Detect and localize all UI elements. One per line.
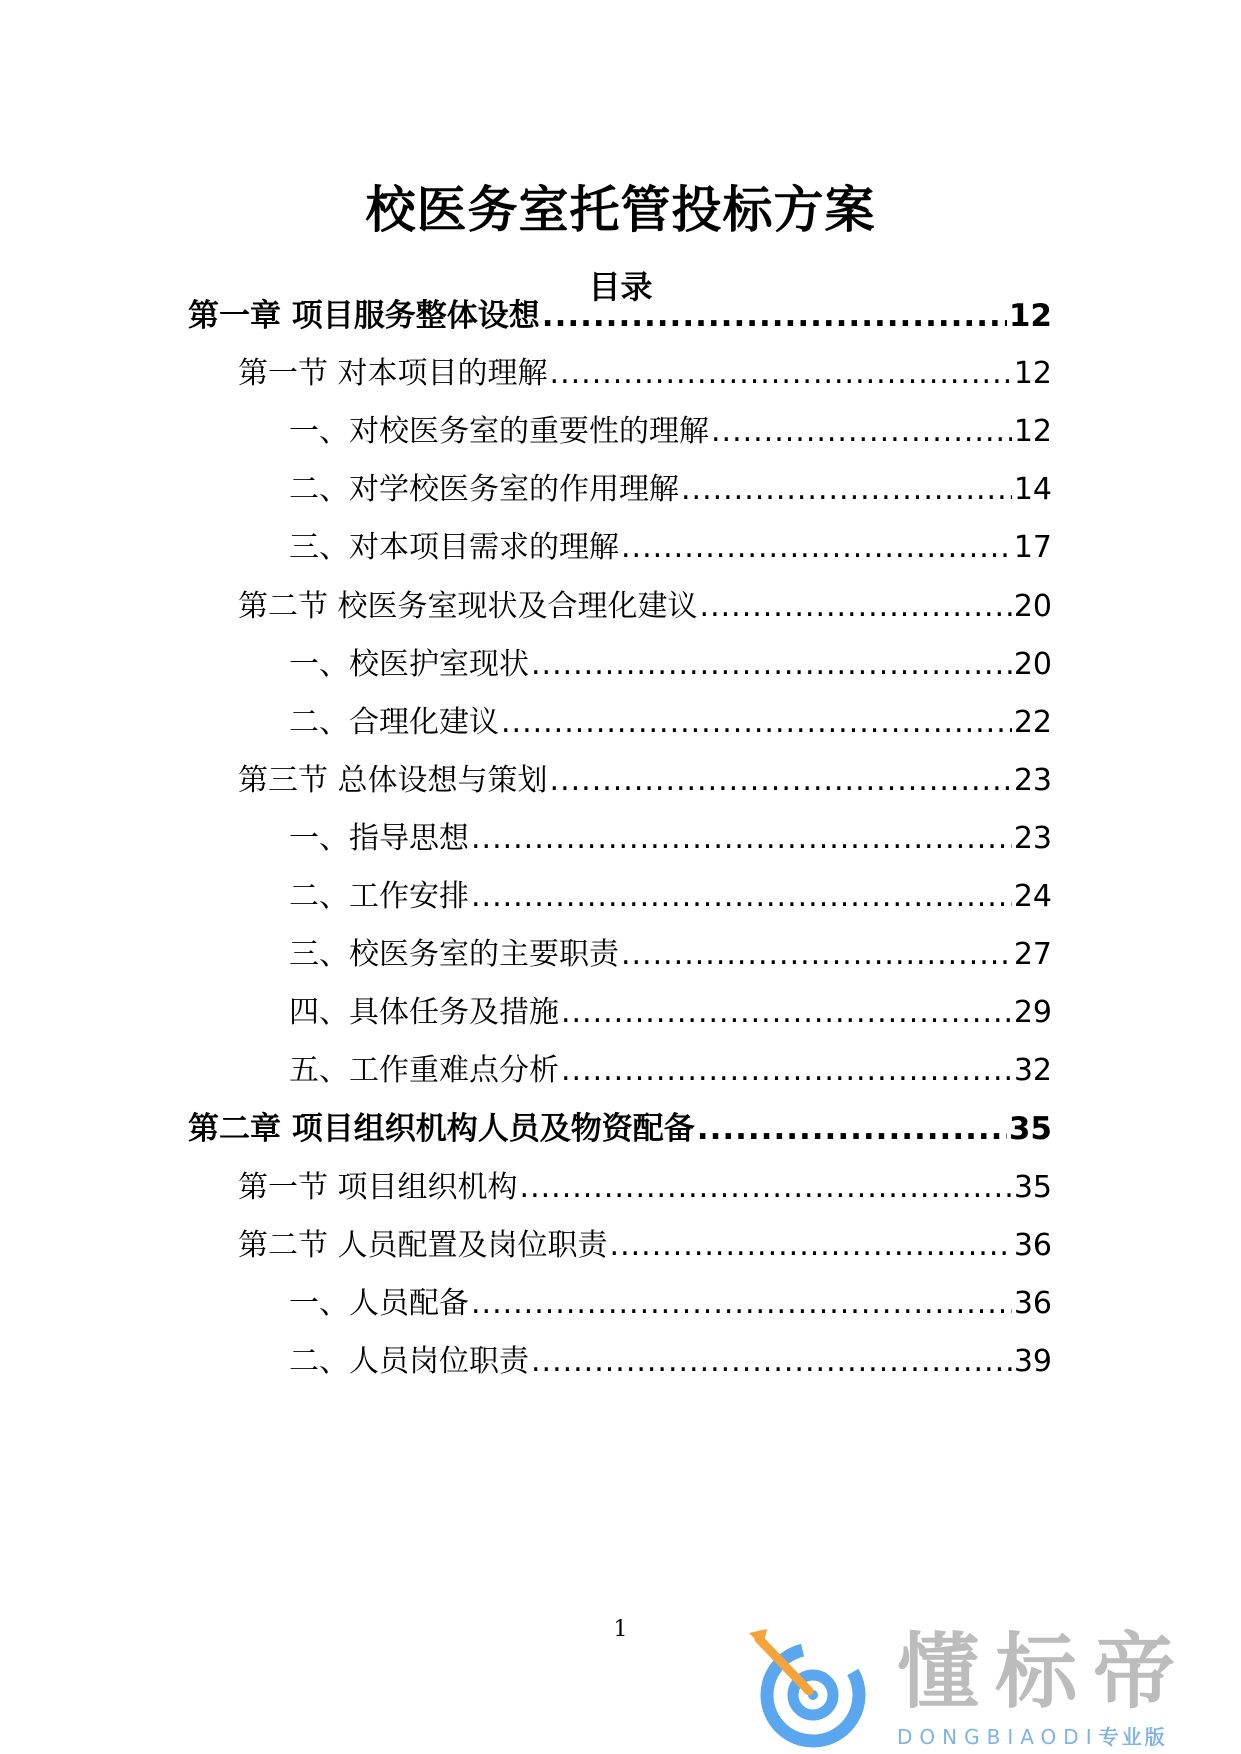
toc-entry-page: 12 [1013, 356, 1052, 392]
toc-entry[interactable] [289, 701, 1052, 745]
toc-entry-page: 35 [1013, 1169, 1052, 1205]
toc-dot-leader [621, 933, 1012, 977]
toc-entry-page: 36 [1013, 1285, 1052, 1321]
toc-dot-leader [610, 1224, 1012, 1268]
toc-entry-page: 24 [1013, 879, 1052, 914]
toc-entry-page: 23 [1013, 762, 1052, 798]
toc-entry[interactable] [289, 526, 1052, 570]
toc-entry-page: 12 [1013, 414, 1052, 450]
toc-dot-leader [697, 1107, 1007, 1151]
toc-entry-label: 三、对本项目需求的理解 [289, 530, 619, 566]
toc-dot-leader [700, 585, 1012, 629]
toc-entry[interactable] [238, 1166, 1052, 1210]
toc-entry[interactable] [289, 468, 1052, 512]
toc-entry-label: 一、对校医务室的重要性的理解 [289, 414, 709, 450]
toc-entry-label: 第二章 项目组织机构人员及物资配备 [188, 1111, 695, 1148]
toc-dot-leader [550, 759, 1012, 803]
toc-entry-label: 二、人员岗位职责 [289, 1343, 529, 1379]
toc-entry[interactable] [289, 643, 1052, 687]
toc-entry[interactable] [289, 817, 1052, 861]
toc-dot-leader [711, 410, 1012, 454]
target-arrow-icon [745, 1625, 880, 1750]
toc-entry[interactable] [238, 759, 1052, 803]
toc-entry-page: 27 [1013, 937, 1052, 973]
toc-entry[interactable] [289, 1340, 1052, 1384]
toc-dot-leader [561, 1049, 1012, 1093]
toc-entry-label: 第二节 校医务室现状及合理化建议 [238, 588, 698, 624]
toc-entry-page: 29 [1013, 995, 1052, 1031]
toc-dot-leader [531, 1340, 1012, 1384]
watermark-pinyin-line [897, 1725, 1168, 1749]
toc-dot-leader [621, 526, 1012, 570]
toc-entry-label: 一、校医护室现状 [289, 646, 529, 682]
toc-dot-leader [681, 468, 1012, 512]
toc-dot-leader [471, 875, 1012, 919]
watermark-edition: 专业版 [1098, 1725, 1168, 1749]
toc-entry[interactable] [238, 585, 1052, 629]
toc-entry-label: 第三节 总体设想与策划 [238, 762, 548, 798]
toc-entry[interactable] [289, 1049, 1052, 1093]
toc-entry-page: 22 [1013, 704, 1052, 740]
toc-entry[interactable] [238, 1224, 1052, 1268]
toc-dot-leader [542, 294, 1007, 338]
toc-entry-page: 23 [1013, 820, 1052, 856]
toc-entry-label: 四、具体任务及措施 [289, 995, 559, 1031]
watermark-pinyin: DONGBIAODI [897, 1725, 1099, 1749]
toc-dot-leader [471, 817, 1012, 861]
toc-entry-label: 二、合理化建议 [289, 704, 499, 740]
toc-entry[interactable] [188, 294, 1052, 338]
toc-entry[interactable] [289, 991, 1052, 1035]
toc-entry-label: 第二节 人员配置及岗位职责 [238, 1227, 608, 1263]
toc-entry-label: 第一节 对本项目的理解 [238, 356, 548, 392]
toc-dot-leader [561, 991, 1012, 1035]
toc-entry-page: 36 [1013, 1227, 1052, 1263]
toc-heading: 目录 [588, 268, 653, 306]
toc-entry[interactable] [238, 352, 1052, 396]
toc-entry-label: 一、指导思想 [289, 820, 469, 856]
toc-entry-page: 14 [1013, 472, 1052, 508]
toc-dot-leader [471, 1282, 1012, 1326]
toc-entry-label: 五、工作重难点分析 [289, 1053, 559, 1089]
toc-entry-label: 第一章 项目服务整体设想 [188, 298, 540, 334]
toc-entry[interactable] [289, 410, 1052, 454]
toc-entry-page: 12 [1008, 298, 1052, 334]
toc-dot-leader [501, 701, 1012, 745]
toc-entry-label: 第一节 项目组织机构 [238, 1169, 518, 1205]
toc-entry-label: 三、校医务室的主要职责 [289, 937, 619, 973]
toc-dot-leader [520, 1166, 1012, 1210]
toc-entry-page: 20 [1013, 646, 1052, 682]
toc-entry-label: 二、对学校医务室的作用理解 [289, 472, 679, 508]
toc-entry-page: 17 [1013, 530, 1052, 566]
toc-entry-label: 二、工作安排 [289, 879, 469, 914]
page-number: 1 [613, 1617, 628, 1642]
toc-dot-leader [550, 352, 1012, 396]
toc-dot-leader [531, 643, 1012, 687]
watermark [745, 1625, 1215, 1750]
toc-entry[interactable] [289, 933, 1052, 977]
toc-entry-page: 35 [1008, 1111, 1052, 1148]
toc-entry-page: 39 [1013, 1343, 1052, 1379]
toc-entry[interactable] [289, 1282, 1052, 1326]
toc-entry[interactable] [188, 1107, 1052, 1151]
document-title: 校医务室托管投标方案 [365, 181, 876, 239]
watermark-brand: 懂标帝 [897, 1625, 1192, 1720]
toc-entry[interactable] [289, 875, 1052, 919]
toc-entry-label: 一、人员配备 [289, 1285, 469, 1321]
toc-entry-page: 32 [1013, 1053, 1052, 1089]
toc-entry-page: 20 [1013, 588, 1052, 624]
